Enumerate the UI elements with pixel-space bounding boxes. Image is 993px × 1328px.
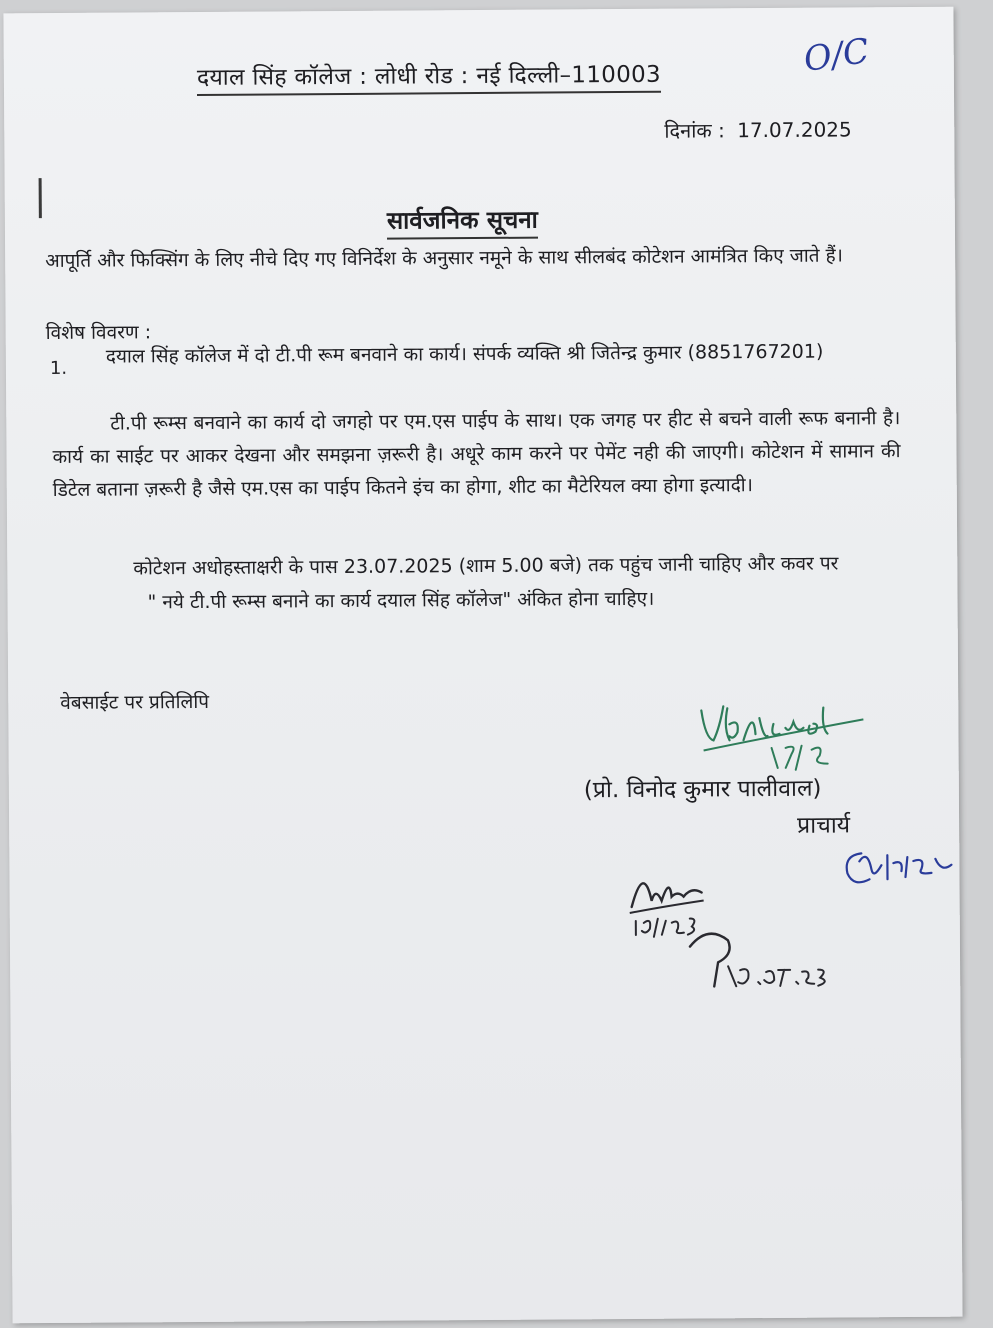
spec-heading: विशेष विवरण :	[45, 321, 152, 345]
item-number: 1.	[49, 357, 68, 380]
principal-signature	[693, 687, 874, 778]
annotation-signature-2	[678, 926, 838, 997]
notice-title: सार्वजनिक सूचना	[387, 203, 538, 240]
date-label: दिनांक :	[664, 118, 725, 143]
submission-line-1: कोटेशन अधोहस्ताक्षरी के पास 23.07.2025 (शाम 5.00 बजे) तक पहुंच जानी चाहिए और कवर पर	[133, 552, 839, 580]
corner-note: O/C	[801, 30, 872, 81]
date-value: 17.07.2025	[737, 117, 852, 143]
signer-designation: प्राचार्य	[797, 812, 851, 839]
submission-line-2: " नये टी.पी रूम्स बनाने का कार्य दयाल सिंह कॉलेज" अंकित होना चाहिए।	[147, 587, 655, 614]
margin-mark	[39, 178, 42, 218]
details-paragraph: टी.पी रूम्स बनवाने का कार्य दो जगहो पर एम.एस पाईप के साथ। एक जगह पर हीट से बचने वाली रूफ बनानी है। कार्य का साईट पर आकर देखना और समझना ज़रूरी है। अधूरे काम करने पर पेमेंट नही की जाएगी। कोटेशन में सामान की डिटेल बताना ज़रूरी है जैसे एम.एस का पाईप कितने इंच का होगा, शीट का मैटेरियल क्या होगा इत्यादी।	[52, 407, 901, 501]
intro-paragraph: आपूर्ति और फिक्सिंग के लिए नीचे दिए गए विनिर्देश के अनुसार नमूने के साथ सीलबंद कोटेशन आमंत्रित किए जाते हैं।	[45, 244, 843, 273]
copy-note: वेबसाईट पर प्रतिलिपि	[60, 690, 210, 714]
college-header: दयाल सिंह कॉलेज : लोधी रोड : नई दिल्ली–110003	[197, 57, 661, 96]
blue-initials	[841, 839, 961, 896]
date-line	[664, 115, 852, 143]
signer-name: (प्रो. विनोद कुमार पालीवाल)	[583, 775, 822, 804]
notice-sheet	[3, 7, 962, 1324]
item-text: दयाल सिंह कॉलेज में दो टी.पी रूम बनवाने का कार्य। संपर्क व्यक्ति श्री जितेन्द्र कुमार (8851767201)	[105, 340, 824, 368]
